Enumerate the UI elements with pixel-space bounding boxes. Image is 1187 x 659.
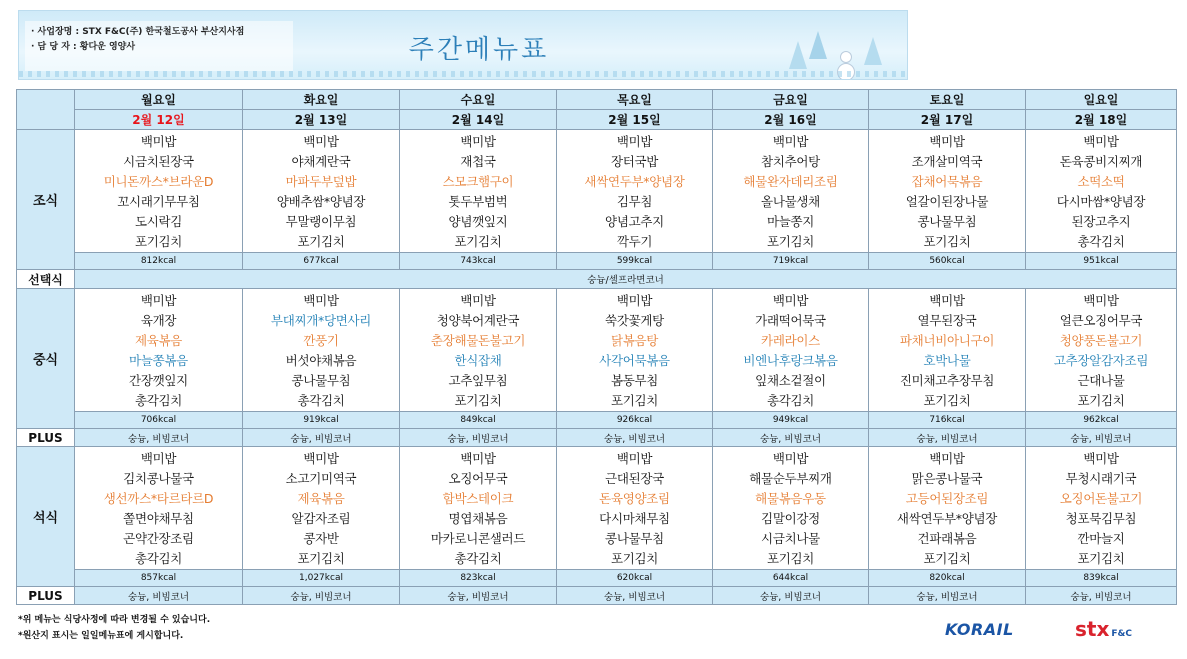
menu-item: 잎채소겉절이 [755, 373, 826, 388]
plus-cell: 숭늉, 비빔코너 [400, 587, 557, 605]
menu-item: 백미밥 [460, 134, 496, 149]
plus-cell: 숭늉, 비빔코너 [869, 429, 1026, 447]
menu-item: 포기김치 [1077, 551, 1125, 566]
menu-item: 마늘쫑지 [766, 214, 815, 229]
kcal-value: 962kcal [1026, 412, 1177, 429]
menu-item: 백미밥 [616, 451, 653, 466]
menu-item: 콩자반 [303, 531, 339, 546]
plus-label: PLUS [17, 587, 75, 605]
kcal-value: 823kcal [400, 570, 557, 587]
kcal-value: 919kcal [243, 412, 400, 429]
plus-cell: 숭늉, 비빔코너 [713, 587, 869, 605]
weekly-menu-table [16, 89, 1177, 605]
menu-item: 깐풍기 [303, 333, 339, 348]
menu-item: 고추잎무침 [448, 373, 508, 388]
lunch-label: 중식 [17, 289, 75, 429]
day-date: 2월 15일 [557, 110, 713, 130]
menu-item: 제육볶음 [297, 491, 345, 506]
menu-item: 총각김치 [766, 393, 815, 408]
decorative-border [19, 71, 907, 77]
menu-item: 백미밥 [460, 293, 496, 308]
menu-item: 양념깻잎지 [448, 214, 508, 229]
plus-cell: 숭늉, 비빔코너 [400, 429, 557, 447]
menu-item: 포기김치 [923, 393, 971, 408]
menu-item: 해물볶음우동 [755, 491, 826, 506]
menu-item: 포기김치 [297, 551, 345, 566]
menu-item: 백미밥 [929, 451, 965, 466]
dinner-menu-cell [869, 447, 1026, 570]
menu-item: 백미밥 [772, 134, 809, 149]
menu-item: 청양북어계란국 [436, 313, 520, 328]
day-date: 2월 18일 [1026, 110, 1177, 130]
menu-item: 얼큰오징어무국 [1059, 313, 1143, 328]
menu-item: 알감자조림 [291, 511, 351, 526]
menu-item: 새싹연두부*양념장 [896, 511, 998, 526]
menu-item: 백미밥 [303, 134, 339, 149]
lunch-menu-cell [1026, 289, 1177, 412]
menu-item: 건파래볶음 [917, 531, 977, 546]
menu-item: 백미밥 [140, 451, 177, 466]
day-date: 2월 14일 [400, 110, 557, 130]
breakfast-menu-cell [869, 130, 1026, 253]
menu-item: 돈육콩비지찌개 [1059, 154, 1143, 169]
menu-item: 백미밥 [460, 451, 496, 466]
menu-item: 미니돈까스*브라운D [103, 174, 214, 189]
menu-item: 포기김치 [766, 551, 815, 566]
menu-item: 쫄면야채무침 [123, 511, 194, 526]
menu-item: 맑은콩나물국 [911, 471, 983, 486]
menu-item: 명엽채볶음 [448, 511, 508, 526]
note-origin: *원산지 표시는 일일메뉴표에 게시합니다. [18, 631, 184, 641]
breakfast-menu-cell [1026, 130, 1177, 253]
plus-cell: 숭늉, 비빔코너 [243, 429, 400, 447]
menu-item: 김무침 [616, 194, 653, 209]
plus-cell: 숭늉, 비빔코너 [243, 587, 400, 605]
menu-item: 백미밥 [616, 293, 653, 308]
notes [18, 612, 210, 644]
menu-item: 꼬시래기무무침 [117, 194, 200, 209]
plus-cell: 숭늉, 비빔코너 [713, 429, 869, 447]
dinner-menu-cell [713, 447, 869, 570]
menu-item: 백미밥 [772, 451, 809, 466]
dinner-kcal-row [17, 570, 1177, 587]
menu-item: 백미밥 [303, 293, 339, 308]
kcal-value: 949kcal [713, 412, 869, 429]
menu-item: 야채계란국 [291, 154, 351, 169]
dinner-menu-cell [75, 447, 243, 570]
menu-item: 다시마쌈*양념장 [1056, 194, 1146, 209]
menu-item: 육개장 [140, 313, 177, 328]
lunch-menu-cell [75, 289, 243, 412]
menu-item: 양념고추지 [605, 214, 664, 229]
menu-item: 무청시래기국 [1065, 471, 1137, 486]
lunch-items-row [17, 289, 1177, 412]
page-title: 주간메뉴표 [408, 35, 550, 65]
day-name-row [17, 90, 1177, 110]
menu-item: 백미밥 [140, 134, 177, 149]
menu-item: 청양풍돈불고기 [1059, 333, 1143, 348]
menu-item: 버섯야채볶음 [285, 353, 357, 368]
breakfast-menu-cell [713, 130, 869, 253]
menu-item: 새싹연두부*양념장 [584, 174, 685, 189]
lunch-menu-cell [400, 289, 557, 412]
menu-item: 생선까스*타르타르D [103, 491, 214, 506]
menu-item: 잡채어묵볶음 [911, 174, 983, 189]
menu-item: 호박나물 [923, 353, 971, 368]
kcal-value: 599kcal [557, 253, 713, 270]
menu-item: 참치추어탕 [761, 154, 820, 169]
stx-logo-text: stx [1075, 617, 1110, 641]
stx-logo [1075, 617, 1132, 641]
select-row [17, 270, 1177, 289]
kcal-value: 857kcal [75, 570, 243, 587]
breakfast-label: 조식 [17, 130, 75, 270]
dinner-menu-cell [400, 447, 557, 570]
breakfast-menu-cell [400, 130, 557, 253]
menu-item: 시금치된장국 [123, 154, 194, 169]
menu-item: 열무된장국 [917, 313, 977, 328]
menu-item: 김말이강정 [761, 511, 820, 526]
menu-item: 장터국밥 [610, 154, 659, 169]
menu-item: 포기김치 [454, 234, 502, 249]
date-row [17, 110, 1177, 130]
menu-item: 백미밥 [616, 134, 653, 149]
menu-item: 고등어된장조림 [905, 491, 989, 506]
menu-item: 곤약간장조림 [123, 531, 194, 546]
menu-item: 마늘쫑볶음 [129, 353, 188, 368]
menu-item: 고추장알감자조림 [1053, 353, 1149, 368]
menu-item: 총각김치 [134, 393, 183, 408]
select-cell: 숭늉/셀프라면코너 [75, 270, 1177, 289]
tree-icon [864, 37, 882, 65]
plus-row [17, 429, 1177, 447]
kcal-value: 849kcal [400, 412, 557, 429]
menu-item: 포기김치 [297, 234, 345, 249]
kcal-value: 926kcal [557, 412, 713, 429]
tree-icon [809, 31, 827, 59]
menu-item: 올나물생채 [761, 194, 820, 209]
day-date: 2월 17일 [869, 110, 1026, 130]
plus-row [17, 587, 1177, 605]
menu-item: 시금치나물 [761, 531, 820, 546]
menu-item: 총각김치 [297, 393, 345, 408]
menu-item: 함박스테이크 [442, 491, 514, 506]
day-name: 일요일 [1026, 90, 1177, 110]
dinner-items-row [17, 447, 1177, 570]
menu-item: 오징어돈불고기 [1059, 491, 1143, 506]
menu-item: 마카로니콘샐러드 [430, 531, 526, 546]
menu-item: 소떡소떡 [1077, 174, 1125, 189]
menu-item: 해물순두부찌개 [749, 471, 832, 486]
kcal-value: 716kcal [869, 412, 1026, 429]
plus-cell: 숭늉, 비빔코너 [75, 429, 243, 447]
menu-item: 포기김치 [923, 234, 971, 249]
kcal-value: 644kcal [713, 570, 869, 587]
menu-item: 봄동무침 [610, 373, 659, 388]
day-date: 2월 12일 [75, 110, 243, 130]
korail-logo: KORAIL [945, 620, 1014, 639]
dinner-label: 석식 [17, 447, 75, 587]
header-banner [18, 10, 908, 80]
menu-item: 포기김치 [610, 393, 659, 408]
kcal-value: 820kcal [869, 570, 1026, 587]
plus-cell: 숭늉, 비빔코너 [1026, 429, 1177, 447]
day-name: 토요일 [869, 90, 1026, 110]
menu-item: 쑥갓꽃게탕 [605, 313, 664, 328]
menu-item: 카레라이스 [761, 333, 820, 348]
menu-item: 진미채고추장무침 [899, 373, 995, 388]
plus-cell: 숭늉, 비빔코너 [557, 587, 713, 605]
menu-item: 청포묵김무침 [1065, 511, 1137, 526]
plus-cell: 숭늉, 비빔코너 [869, 587, 1026, 605]
menu-item: 스모크햄구이 [442, 174, 514, 189]
menu-item: 포기김치 [610, 551, 659, 566]
corner-cell [17, 90, 75, 130]
menu-item: 포기김치 [134, 234, 183, 249]
menu-item: 소고기미역국 [285, 471, 357, 486]
menu-item: 비엔나후랑크볶음 [743, 353, 838, 368]
menu-item: 백미밥 [140, 293, 177, 308]
site-info-box [25, 21, 293, 71]
breakfast-menu-cell [75, 130, 243, 253]
kcal-value: 706kcal [75, 412, 243, 429]
kcal-value: 560kcal [869, 253, 1026, 270]
menu-item: 총각김치 [1077, 234, 1125, 249]
day-name: 월요일 [75, 90, 243, 110]
menu-item: 파채너비아니구이 [899, 333, 995, 348]
menu-item: 백미밥 [929, 134, 965, 149]
day-name: 목요일 [557, 90, 713, 110]
kcal-value: 719kcal [713, 253, 869, 270]
kcal-value: 620kcal [557, 570, 713, 587]
menu-item: 콩나물무침 [605, 531, 664, 546]
day-name: 금요일 [713, 90, 869, 110]
menu-item: 백미밥 [929, 293, 965, 308]
menu-item: 포기김치 [454, 393, 502, 408]
kcal-value: 743kcal [400, 253, 557, 270]
menu-item: 포기김치 [1077, 393, 1125, 408]
menu-item: 도시락김 [134, 214, 183, 229]
menu-item: 사각어묵볶음 [599, 353, 670, 368]
menu-item: 근대나물 [1077, 373, 1125, 388]
menu-item: 다시마채무침 [599, 511, 670, 526]
menu-item: 조개살미역국 [911, 154, 983, 169]
day-name: 수요일 [400, 90, 557, 110]
lunch-menu-cell [243, 289, 400, 412]
menu-item: 얼갈이된장나물 [905, 194, 989, 209]
day-date: 2월 13일 [243, 110, 400, 130]
menu-item: 김치콩나물국 [123, 471, 194, 486]
menu-item: 해물완자데리조림 [743, 174, 838, 189]
day-name: 화요일 [243, 90, 400, 110]
menu-item: 백미밥 [1083, 293, 1119, 308]
menu-item: 된장고추지 [1071, 214, 1131, 229]
menu-item: 가래떡어묵국 [755, 313, 826, 328]
kcal-value: 812kcal [75, 253, 243, 270]
menu-item: 돈육영양조림 [599, 491, 670, 506]
menu-item: 부대찌개*당면사리 [270, 313, 372, 328]
menu-item: 깐마늘지 [1077, 531, 1125, 546]
kcal-value: 839kcal [1026, 570, 1177, 587]
menu-item: 깍두기 [616, 234, 653, 249]
menu-item: 마파두부덮밥 [285, 174, 357, 189]
lunch-menu-cell [713, 289, 869, 412]
menu-item: 콩나물무침 [291, 373, 351, 388]
breakfast-kcal-row [17, 253, 1177, 270]
lunch-kcal-row [17, 412, 1177, 429]
day-date: 2월 16일 [713, 110, 869, 130]
kcal-value: 677kcal [243, 253, 400, 270]
menu-item: 백미밥 [1083, 134, 1119, 149]
tree-icon [789, 41, 807, 69]
lunch-menu-cell [557, 289, 713, 412]
breakfast-items-row [17, 130, 1177, 253]
menu-item: 간장깻잎지 [129, 373, 188, 388]
lunch-menu-cell [869, 289, 1026, 412]
menu-item: 춘장해물돈불고기 [430, 333, 526, 348]
dinner-menu-cell [1026, 447, 1177, 570]
menu-item: 총각김치 [134, 551, 183, 566]
breakfast-menu-cell [557, 130, 713, 253]
plus-cell: 숭늉, 비빔코너 [557, 429, 713, 447]
dinner-menu-cell [557, 447, 713, 570]
menu-item: 한식잡채 [454, 353, 502, 368]
plus-cell: 숭늉, 비빔코너 [1026, 587, 1177, 605]
note-change: *위 메뉴는 식당사정에 따라 변경될 수 있습니다. [18, 615, 211, 625]
breakfast-menu-cell [243, 130, 400, 253]
dinner-menu-cell [243, 447, 400, 570]
menu-item: 톳두부범벅 [448, 194, 508, 209]
menu-item: 백미밥 [772, 293, 809, 308]
menu-item: 총각김치 [454, 551, 502, 566]
menu-item: 닭볶음탕 [610, 333, 659, 348]
dietitian: · 담 당 자 : 황다운 영양사 [31, 42, 136, 52]
menu-item: 포기김치 [923, 551, 971, 566]
menu-item: 백미밥 [1083, 451, 1119, 466]
menu-item: 백미밥 [303, 451, 339, 466]
menu-item: 양배추쌈*양념장 [276, 194, 366, 209]
kcal-value: 951kcal [1026, 253, 1177, 270]
plus-cell: 숭늉, 비빔코너 [75, 587, 243, 605]
menu-item: 제육볶음 [134, 333, 183, 348]
menu-item: 무말랭이무침 [285, 214, 357, 229]
menu-item: 재첩국 [460, 154, 496, 169]
menu-item: 오징어무국 [448, 471, 508, 486]
select-label: 선택식 [17, 270, 75, 289]
menu-item: 포기김치 [766, 234, 815, 249]
menu-item: 근대된장국 [605, 471, 664, 486]
kcal-value: 1,027kcal [243, 570, 400, 587]
stx-logo-sub: F&C [1111, 629, 1132, 639]
site-name: · 사업장명 : STX F&C(주) 한국철도공사 부산지사점 [31, 27, 245, 37]
menu-item: 콩나물무침 [917, 214, 977, 229]
plus-label: PLUS [17, 429, 75, 447]
